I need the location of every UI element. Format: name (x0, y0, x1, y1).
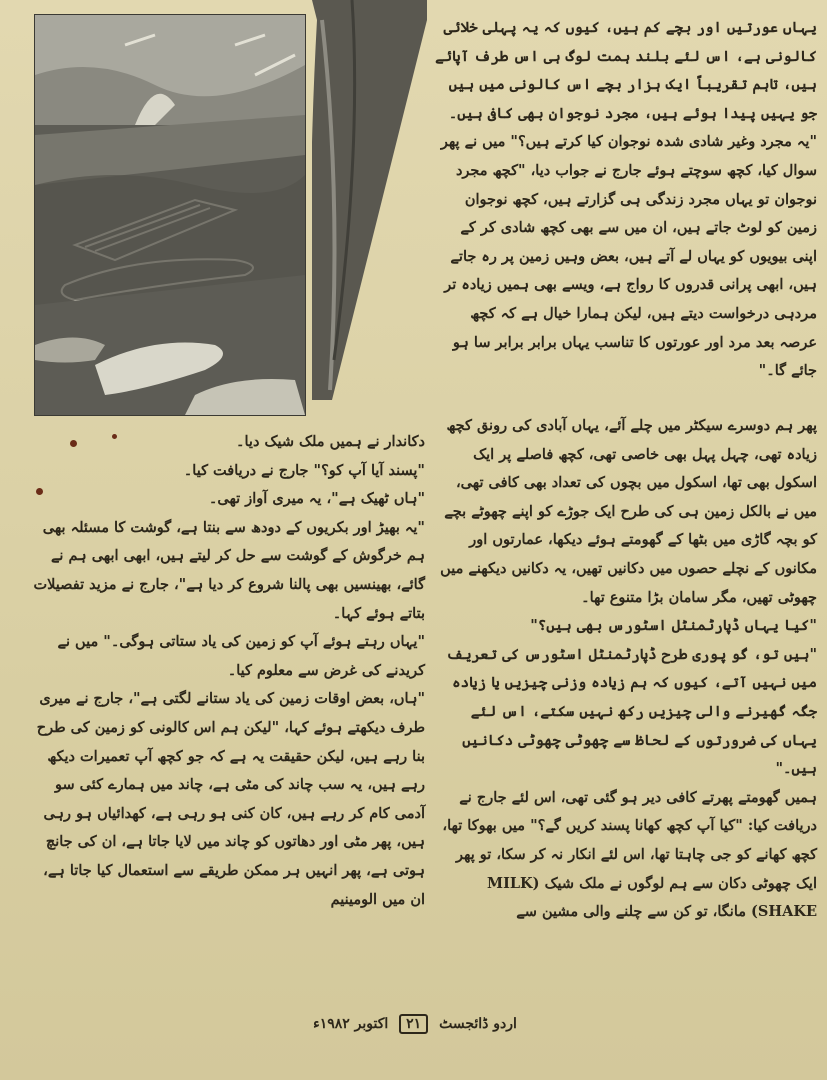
paragraph: "یہ بھیڑ اور بکریوں کے دودھ سے بنتا ہے، گوشت کا مسئلہ بھی ہم خرگوش کے گوشت سے حل کر لیتے ہیں، ابھی ابھی ہم نے گائے، بھینسیں بھی پالنا شروع کر دیا ہے"، جارج نے مزید تفصیلات بتاتے ہوئے کہا۔ (33, 518, 425, 622)
paragraph: "ہاں، بعض اوقات زمین کی یاد ستانے لگتی ہے"، جارج نے میری طرف دیکھتے ہوئے کہا، "لیکن ہم اس کالونی کو زمین کی طرح بنا رہے ہیں، لیکن حقیقت یہ ہے کہ جو کچھ آپ تعمیرات دیکھ رہے ہیں، یہ سب چاند کی مٹی ہے، چاند میں ہمارے کئی سو آدمی کام کر رہے ہیں، کان کنی ہو رہی ہے، کھدائیاں ہو رہی ہیں، پھر مٹی اور دھاتوں کو چاند میں لایا جاتا ہے، ان کی جانچ ہوتی ہے، پھر انہیں ہر ممکن طریقے سے استعمال کیا جاتا ہے، ان میں الومینیم (36, 690, 425, 908)
right-column-lower (432, 412, 817, 927)
decorative-curtain-graphic (312, 0, 427, 400)
paragraph: "ہاں ٹھیک ہے"، یہ میری آواز تھی۔ (208, 490, 425, 508)
issue-date: اکتوبر ۱۹۸۲ء (313, 1016, 389, 1032)
ink-spot (112, 434, 117, 439)
ink-spot (70, 440, 77, 447)
paragraph: ہمیں گھومتے پھرتے کافی دیر ہو گئی تھی، اس لئے جارج نے دریافت کیا: "کیا آپ کچھ کھانا پسند کریں گے؟" میں بھوکا تھا، کچھ کھانے کو جی چاہتا تھا، اس لئے انکار نہ کر سکا، تو پھر ایک چھوٹی دکان سے ہم لوگوں نے ملک شیک (MILK SHAKE) مانگا، تو کن سے چلنے والی مشین سے (442, 788, 817, 921)
paragraph: پھر ہم دوسرے سیکٹر میں چلے آئے، یہاں آبادی کی رونق کچھ زیادہ تھی، چہل پہل بھی خاصی تھی، کچھ فاصلے پر ایک اسکول بھی تھا، اسکول میں بچوں کی تعداد بھی کافی تھی، میں نے بالکل زمین ہی کی طرح ایک جوڑے کو اپنے چھوٹے بچے کو بچہ گاڑی میں بٹھا کے گھومتے ہوئے دیکھا، عمارتوں اور مکانوں کے نچلے حصوں میں دکانیں تھیں، یہ دکانیں دیکھنے میں چھوٹی تھیں، مگر سامان بڑا متنوع تھا۔ (440, 417, 817, 606)
curtain-shape (312, 0, 427, 400)
paragraph: "یہاں رہتے ہوئے آپ کو زمین کی یاد ستاتی ہوگی۔" میں نے کریدنے کی غرض سے معلوم کیا۔ (57, 633, 425, 679)
page-footer (280, 1014, 550, 1038)
page-number: ۲۱ (399, 1014, 428, 1034)
space-colony-illustration (34, 14, 306, 416)
paragraph: "ہیں تو، گو پوری طرح ڈپارٹمنٹل اسٹورس کی تعریف میں نہیں آتے، کیوں کہ ہم زیادہ وزنی چیزیں یا زیادہ جگہ گھیرنے والی چیزیں رکھ نہیں سکتے، اس لئے یہاں کی ضرورتوں کے لحاظ سے چھوٹی چھوٹی دکانیں ہیں۔" (446, 645, 817, 778)
right-column-top (432, 14, 817, 386)
paragraph: "یہ مجرد وغیر شادی شدہ نوجوان کیا کرتے ہیں؟" میں نے پھر سوال کیا، کچھ سوچتے ہوئے جارج نے جواب دیا، "کچھ مجرد نوجوان تو یہاں مجرد زندگی ہی گزارتے ہیں، کچھ نوجوان زمین کو لوٹ جاتے ہیں، ان میں سے بھی کچھ شادی کر کے اپنی بیویوں کو یہاں لے آتے ہیں، بعض وہیں زمین پر رہ جاتے ہیں، ابھی پرانی قدروں کا رواج ہے، ویسے بھی ہمیں زیادہ تر مردہی درخواست دیتے ہیں، لیکن ہمارا خیال ہے کہ کچھ عرصہ بعد مرد اور عورتوں کا تناسب یہاں برابر برابر سا ہو جائے گا۔" (440, 133, 817, 380)
paragraph: "پسند آیا آپ کو؟" جارج نے دریافت کیا۔ (183, 461, 425, 479)
paragraph: "کیا یہاں ڈپارٹمنٹل اسٹورس بھی ہیں؟" (530, 617, 817, 635)
illustration-artwork (35, 15, 305, 415)
publication-name: اردو ڈائجسٹ (439, 1016, 517, 1032)
paragraph: یہاں عورتیں اور بچے کم ہیں، کیوں کہ یہ پہلی خلائی کالونی ہے، اس لئے بلند ہمت لوگ ہی اس طرف آپائے ہیں، تاہم تقریباً ایک ہزار بچے اس کالونی میں ہیں جو یہیں پیدا ہوئے ہیں، مجرد نوجوان بھی کافی ہیں۔ (435, 19, 817, 122)
paragraph: دکاندار نے ہمیں ملک شیک دیا۔ (236, 433, 425, 450)
left-column (30, 428, 425, 914)
ink-spot (36, 488, 43, 495)
